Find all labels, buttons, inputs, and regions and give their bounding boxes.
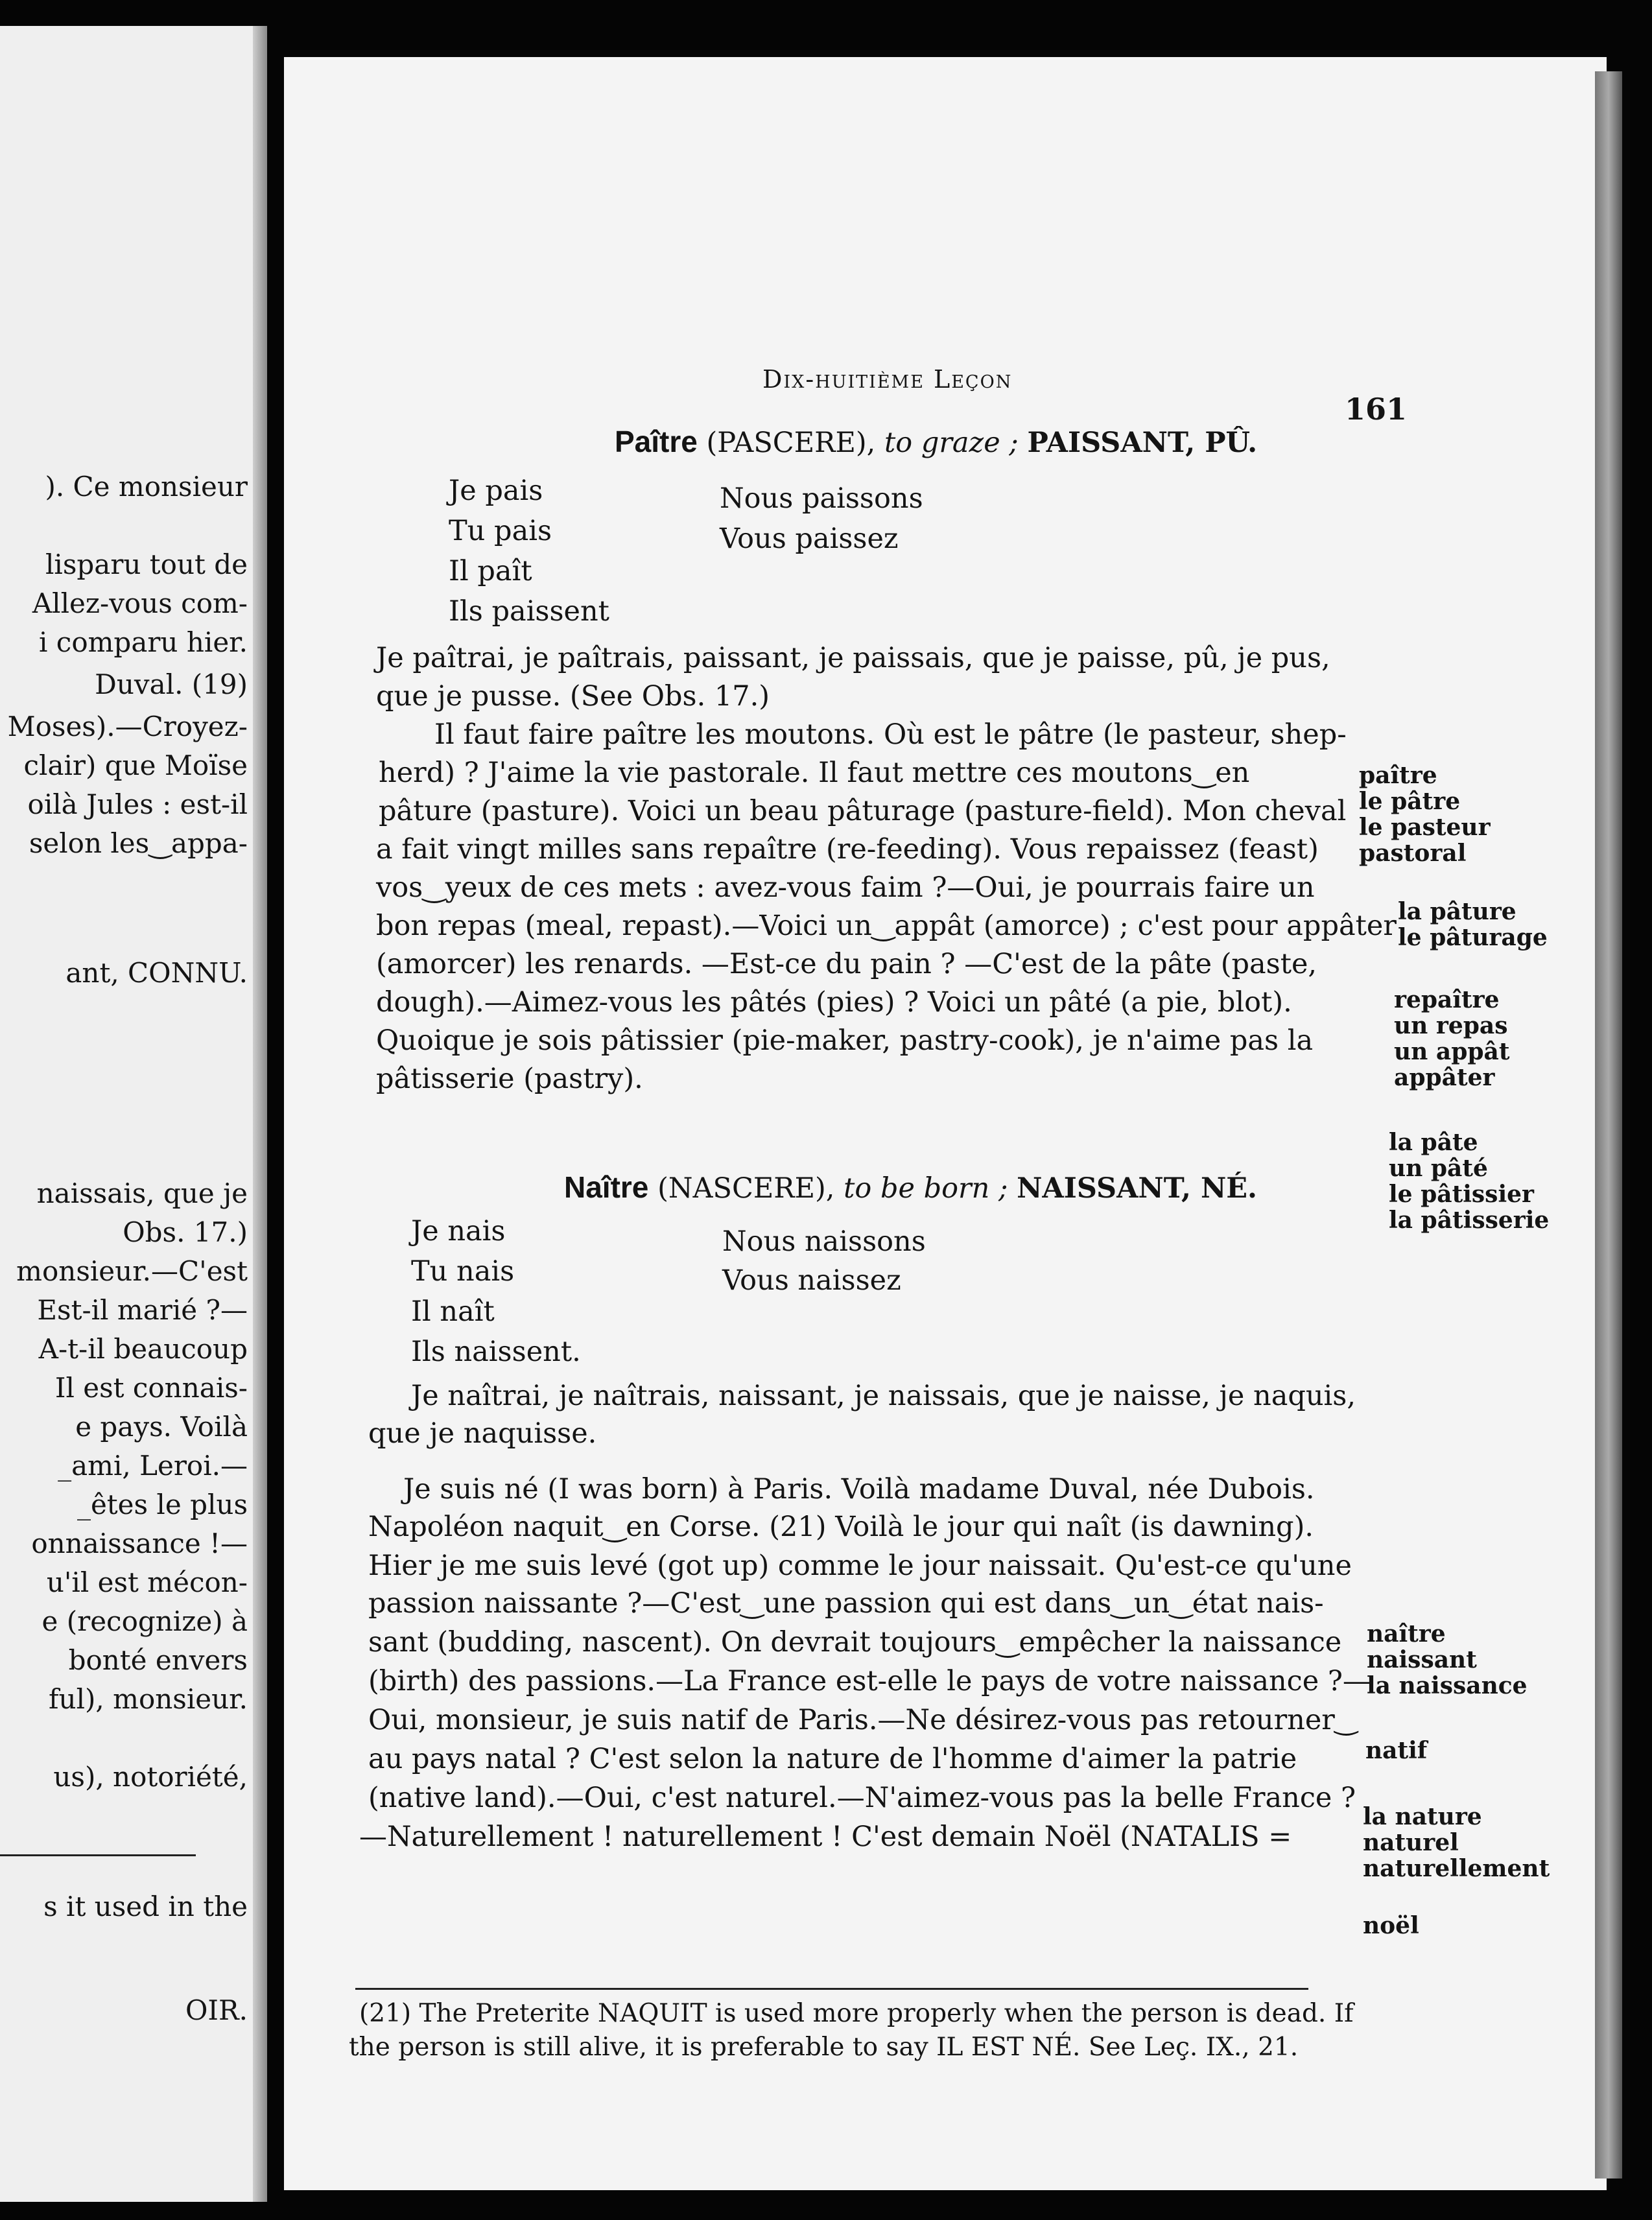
body-line: bon repas (meal, repast).—Voici un‿appât (amorce) ; c'est pour appâter [376, 910, 1397, 942]
left-page-line: OIR. [185, 1994, 248, 2026]
body-line: (native land).—Oui, c'est naturel.—N'aimez-vous pas la belle France ? [368, 1782, 1356, 1814]
left-page-line: ful), monsieur. [49, 1683, 248, 1715]
latin-root: (PASCERE), [706, 427, 876, 459]
conj-line: Tu pais [449, 515, 552, 547]
left-page-line: lisparu tout de [45, 549, 248, 580]
margin-note: la pâtisserie [1389, 1207, 1550, 1234]
margin-note: un pâté [1389, 1155, 1488, 1182]
left-page-line: oilà Jules : est-il [27, 788, 248, 820]
left-page-line: naissais, que je [36, 1177, 248, 1209]
body-line: —Naturellement ! naturellement ! C'est demain Noël (NATALIS = [359, 1821, 1292, 1853]
running-header: Dix-huitième Leçon [762, 365, 1013, 394]
margin-note: un repas [1394, 1012, 1508, 1039]
page-number: 161 [1345, 392, 1408, 427]
margin-note: appâter [1394, 1064, 1495, 1091]
margin-note: la pâte [1389, 1129, 1478, 1156]
left-page-line: bonté envers [68, 1644, 248, 1676]
section-heading-paitre [615, 427, 1257, 457]
body-line: Je suis né (I was born) à Paris. Voilà madame Duval, née Dubois. [403, 1473, 1315, 1506]
margin-note: le pâtre [1359, 788, 1461, 815]
conj-line: Ils naissent. [411, 1336, 581, 1368]
page-gutter [253, 26, 267, 2202]
body-line: Je naîtrai, je naîtrais, naissant, je naissais, que je naisse, je naquis, [411, 1380, 1356, 1412]
left-page-line: A-t-il beaucoup [38, 1333, 248, 1365]
margin-note: naturel [1363, 1829, 1459, 1856]
body-line: Je paîtrai, je paîtrais, paissant, je paissais, que je paisse, pû, je pus, [376, 642, 1330, 674]
conj-line: Je nais [411, 1215, 506, 1247]
left-page-line: e (recognize) à [41, 1605, 248, 1637]
body-line: vos‿yeux de ces mets : avez-vous faim ?—Oui, je pourrais faire un [376, 871, 1315, 904]
left-footnote-rule [0, 1854, 196, 1856]
left-page-line: Est-il marié ?— [37, 1294, 248, 1326]
conj-line: Vous naissez [722, 1264, 901, 1297]
conj-line: Tu nais [411, 1255, 515, 1288]
margin-note: repaître [1394, 986, 1500, 1013]
conj-line: Il paît [449, 555, 532, 587]
verb-title: Naître [564, 1170, 649, 1204]
left-page-line: ). Ce monsieur [45, 471, 248, 502]
left-page-line: i comparu hier. [39, 626, 248, 658]
verb-gloss: to be born ; [844, 1172, 1008, 1205]
body-line: passion naissante ?—C'est‿une passion qui est dans‿un‿état nais- [368, 1587, 1324, 1620]
conj-line: Je pais [449, 475, 543, 507]
left-page-line: Allez-vous com- [32, 587, 248, 619]
margin-note: naturellement [1363, 1855, 1550, 1882]
footnote-line: the person is still alive, it is preferable to say IL EST NÉ. See Leç. IX., 21. [349, 2033, 1299, 2062]
body-line: Il faut faire paître les moutons. Où est le pâtre (le pasteur, shep- [434, 718, 1347, 751]
body-line: que je naquisse. [368, 1417, 597, 1450]
margin-note: la pâture [1398, 898, 1516, 925]
margin-note: un appât [1394, 1038, 1510, 1065]
left-page-line: onnaissance !— [31, 1528, 248, 1559]
body-line: herd) ? J'aime la vie pastorale. Il faut mettre ces moutons‿en [379, 757, 1250, 789]
margin-note: noël [1363, 1912, 1419, 1939]
margin-note: la naissance [1367, 1672, 1528, 1699]
left-page-line: Il est connais- [54, 1372, 248, 1404]
margin-note: le pâtissier [1389, 1181, 1534, 1208]
conj-line: Il naît [411, 1295, 495, 1328]
margin-note: naissant [1367, 1646, 1477, 1673]
body-line: sant (budding, nascent). On devrait toujours‿empêcher la naissance [368, 1626, 1342, 1659]
conj-line: Vous paissez [720, 523, 899, 555]
left-page-line: Moses).—Croyez- [7, 711, 248, 742]
conj-line: Nous naissons [722, 1225, 926, 1258]
margin-note: natif [1365, 1737, 1428, 1764]
body-line: Hier je me suis levé (got up) comme le jour naissait. Qu'est-ce qu'une [368, 1550, 1352, 1582]
left-page-line: _ami, Leroi.— [58, 1450, 248, 1482]
body-line: a fait vingt milles sans repaître (re-feeding). Vous repaissez (feast) [376, 833, 1319, 866]
margin-note: pastoral [1359, 840, 1467, 867]
participles: PAISSANT, PÛ. [1027, 427, 1258, 459]
body-line: dough).—Aimez-vous les pâtés (pies) ? Voici un pâté (a pie, blot). [376, 986, 1292, 1019]
conj-line: Nous paissons [720, 482, 923, 515]
section-heading-naitre [564, 1172, 1257, 1203]
footnote-rule [355, 1988, 1308, 1990]
body-line: Quoique je sois pâtissier (pie-maker, pastry-cook), je n'aime pas la [376, 1024, 1314, 1057]
left-page-line: ant, CONNU. [65, 957, 248, 989]
body-line: au pays natal ? C'est selon la nature de l'homme d'aimer la patrie [368, 1743, 1297, 1775]
left-page-line: Obs. 17.) [123, 1216, 248, 1248]
verb-gloss: to graze ; [884, 427, 1019, 459]
book-edge [1595, 71, 1622, 2179]
margin-note: le pasteur [1359, 814, 1491, 841]
left-page-line: u'il est mécon- [46, 1566, 248, 1598]
body-line: Oui, monsieur, je suis natif de Paris.—Ne désirez-vous pas retourner‿ [368, 1704, 1358, 1736]
body-line: (birth) des passions.—La France est-elle le pays de votre naissance ?— [368, 1665, 1371, 1697]
body-line: pâture (pasture). Voici un beau pâturage (pasture-field). Mon cheval [379, 795, 1347, 827]
footnote-line: (21) The Preterite NAQUIT is used more properly when the person is dead. If [359, 1999, 1354, 2028]
verb-title: Paître [615, 425, 698, 458]
margin-note: le pâturage [1398, 924, 1548, 951]
participles: NAISSANT, NÉ. [1017, 1172, 1257, 1205]
left-page-line: Duval. (19) [95, 668, 248, 700]
left-page-fragment [0, 26, 267, 2202]
conj-line: Ils paissent [449, 595, 609, 628]
body-line: Napoléon naquit‿en Corse. (21) Voilà le jour qui naît (is dawning). [368, 1511, 1314, 1543]
body-line: pâtisserie (pastry). [376, 1063, 643, 1095]
body-line: que je pusse. (See Obs. 17.) [376, 680, 770, 713]
left-page-line: e pays. Voilà [75, 1411, 248, 1443]
body-line: (amorcer) les renards. —Est-ce du pain ? —C'est de la pâte (paste, [376, 948, 1317, 980]
left-page-line: clair) que Moïse [23, 750, 248, 781]
margin-note: naître [1367, 1620, 1446, 1647]
margin-note: la nature [1363, 1803, 1482, 1830]
right-page [284, 57, 1607, 2190]
left-page-line: _êtes le plus [77, 1489, 248, 1520]
latin-root: (NASCERE), [657, 1172, 835, 1205]
left-page-line: us), notoriété, [53, 1761, 248, 1793]
left-page-line: monsieur.—C'est [16, 1255, 248, 1287]
left-page-line: selon les‿appa- [29, 827, 248, 859]
left-page-line: s it used in the [43, 1891, 248, 1922]
margin-note: paître [1359, 762, 1437, 789]
